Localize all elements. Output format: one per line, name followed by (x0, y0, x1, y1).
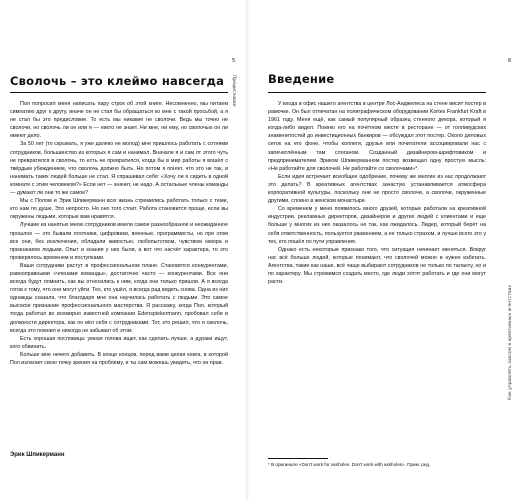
paragraph: За 50 лет (то скрывать, я уже далеко не молод) мне пришлось работать с сотнями сотрудников, большинство из которых я сам и нанимал. Вначале я и сам от этого чуть не превратился в сволочь, то есть не превратился, когда бы в мир работы я вошёл с твёрдым убеждением, что сволочь должно быть. Но потом я понял, что это не так, и нанимать таких людей больше не стал. Я спрашивал себя: «Хочу ли я сидеть в одной комнате с этим человеком?» Если нет — значит, не надо. А остальные члены команды — думают ли они то же самое? (10, 141, 228, 197)
running-head-left: Предисловие (231, 75, 236, 107)
paragraph: Однако есть некоторые признаки того, что ситуация начинает меняться. Вокруг нас всё больше людей, которые понимают, что сволочей можно и нужно избегать. Агентства, такие как наше, всё чаще выбирают сотрудников не только по таланту, но и по характеру. Мы стремимся создать место, где люди хотят работать и где они могут расти. (268, 246, 486, 286)
footnote: * В оригинале «Don't work for assholes. Don't work with assholes». Прим. ред. (268, 462, 431, 467)
page-number-right: 6 (508, 58, 512, 64)
introduction-title: Введение (268, 72, 335, 86)
paragraph: У входа в офис нашего агентства в центре Лос-Анджелеса на стене висит постер в рамочке. Он был отпечатан на полиграфическом оборудовании Kortex Frankfurt Kraft в 1961 году. Меня ещё, как самый популярный образец стенного декора, который я когда-либо видел. Помню его на почётном месте в ресторане — от голливудских знаменитостей до инвестиционных банкиров — обсуждал этот постер. Около деловых сеток на его фоне, чтобы коллеги, друзья или почитатели ассоциировали нас с запечатлённым там слоганом. Созданный дизайнером-шрифтовиком и предпринимателем Эриком Шпикерманном постер возвещал одну простую мысль: «Не работайте для сволочей. Не работайте со сволочами»*. (268, 101, 486, 172)
running-head-right: Как управлять хаосом в креативных агентствах (508, 284, 513, 400)
paragraph: Пол попросил меня написать пару строк об этой книге. Несомненно, мы питаем симпатию друг к другу, иначе он не стал бы обращаться ко мне с такой просьбой, а я не стал бы это предисловие. То есть мы никакие не сволочи. Ведь мы точно не сволочи, но сволочь ли он или я — никто не знает. Ни мне, ни ему, но сволочью он ли имеют дело. (10, 101, 228, 140)
paragraph: Если идея встречает всеобщее одобрение, почему же многие из нас продолжают это делать? В креативных агентствах зачастую устанавливается атмосфера корпоративной культуры, поскольку они не просто сволочи, а сволочи, окруженные другими, словно в женском монастыре. (268, 173, 486, 205)
foreword-title: Сволочь – это клеймо навсегда (10, 74, 225, 88)
paragraph: Ваши сотрудники растут в профессиональном плане. Становятся конкурентами, равноправными «членами команды», достаточно часто — конкурентами. Все они всегда будут помнить, как вы относились к ним, когда они только пришли. А я всегда готов к тому, что они могут уйти. Тех, кто ушёл, я всегда рад видеть снова. Одна из них однажды сказала, что благодаря мне она научилась работать с людьми. Это самое высокое признание профессионального мастерства. Я расскажу, когда Пол, который тогда работал во всемирно известной компании Edenspiekermann, пробовал себя в должности директора, как он вёл себя с сотрудниками. Тот, кто решил, что я сволочь, всегда это помнил и никогда не забывал об этом. (10, 262, 228, 334)
author-signature: Эрик Шпикерманн (10, 452, 65, 458)
footnote-rule (268, 458, 328, 459)
paragraph: Больше мне нечего добавить. В конце концов, перед вами целая книга, в которой Пол излагает свою точку зрения на проблему, и ты сам можешь увидеть, что он прав. (10, 351, 228, 366)
title-rule-left (10, 92, 228, 93)
title-rule-right (268, 92, 486, 93)
paragraph: Лучшие из нанятых мною сотрудников имели самое разнообразное и неожиданное прошлое — это бывали плотники, цифровики, военные, программисты, но при этом все они, без исключения, обладали живостью, любопытством, чувством юмора и признанием людьми. Опыт и знания у них были, а вот что насчёт характера, то это проверялось временем и поступками. (10, 222, 228, 261)
paragraph: Мы с Полом и Эрик Шпикерманн всю жизнь стремились работать только с теми, кто нам по душе. Это непросто. Но оно того стоит. Работа становится проще, если вы окружены людьми, которые вам нравятся. (10, 198, 228, 221)
paragraph: Со временем у меня появилось много друзей, которые работали на креативной индустрии, рекламных директоров, дизайнеров и других людей с клиентами и еще больше у многих из них оказалось не так, как ожидалось. Лидер, который берёт на себя ответственность, пользуется уважением, а не только страхом, и лучше всего это у тех, кто пошёл по пути управления. (268, 206, 486, 245)
right-page (250, 0, 513, 500)
introduction-body (268, 100, 486, 286)
paragraph: Есть хорошая пословица: умная голова ищет, как сделать лучше, а дураки ищут, кого обвинить. (10, 335, 228, 350)
page-number-left: 5 (232, 58, 236, 64)
foreword-body (10, 100, 228, 367)
left-page (0, 0, 250, 500)
